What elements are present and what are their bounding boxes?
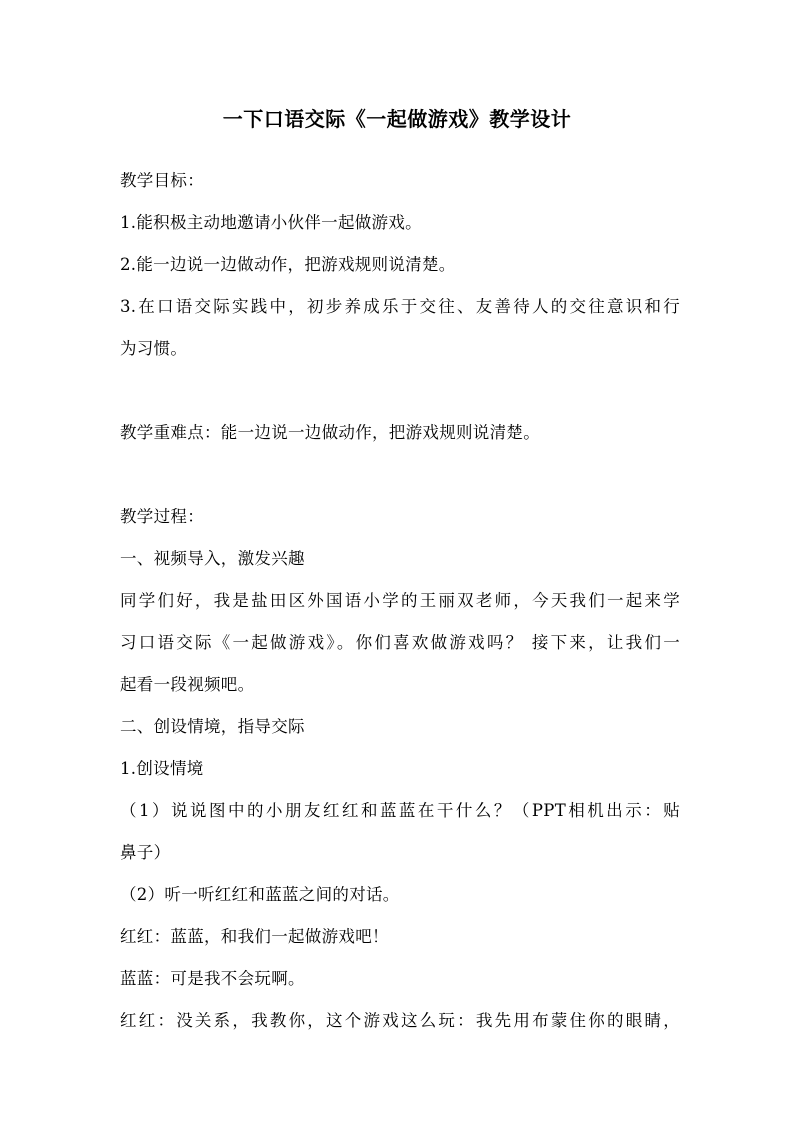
key-difficulty: 教学重难点：能一边说一边做动作，把游戏规则说清楚。 xyxy=(120,423,540,442)
step-1-heading: 一、视频导入，激发兴趣 xyxy=(120,549,305,568)
document-title: 一下口语交际《一起做游戏》教学设计 xyxy=(222,107,572,131)
dialogue-line-2: 蓝蓝：可是我不会玩啊。 xyxy=(120,969,305,988)
objective-3-line-2: 为习惯。 xyxy=(120,339,188,358)
dialogue-line-1: 红红：蓝蓝，和我们一起做游戏吧！ xyxy=(120,927,389,946)
section-heading-objectives: 教学目标： xyxy=(120,171,204,190)
step-2-heading: 二、创设情境，指导交际 xyxy=(120,717,305,736)
objective-1: 1.能积极主动地邀请小伙伴一起做游戏。 xyxy=(120,213,422,232)
objective-2: 2.能一边说一边做动作，把游戏规则说清楚。 xyxy=(120,255,456,274)
question-2: （2）听一听红红和蓝蓝之间的对话。 xyxy=(120,885,400,904)
question-1-line-1: （1）说说图中的小朋友红红和蓝蓝在干什么？（PPT相机出示：贴 xyxy=(120,801,680,820)
sub-step-1-heading: 1.创设情境 xyxy=(120,759,204,778)
section-heading-process: 教学过程： xyxy=(120,507,204,526)
objective-3-line-1: 3.在口语交际实践中，初步养成乐于交往、友善待人的交往意识和行 xyxy=(120,297,680,316)
paragraph-intro-line-2: 习口语交际《一起做游戏》。你们喜欢做游戏吗？ 接下来，让我们一 xyxy=(120,633,680,652)
question-1-line-2: 鼻子） xyxy=(120,843,171,862)
paragraph-intro-line-3: 起看一段视频吧。 xyxy=(120,675,255,694)
dialogue-line-3: 红红：没关系，我教你，这个游戏这么玩：我先用布蒙住你的眼睛， xyxy=(120,1011,680,1030)
paragraph-intro-line-1: 同学们好，我是盐田区外国语小学的王丽双老师，今天我们一起来学 xyxy=(120,591,680,610)
